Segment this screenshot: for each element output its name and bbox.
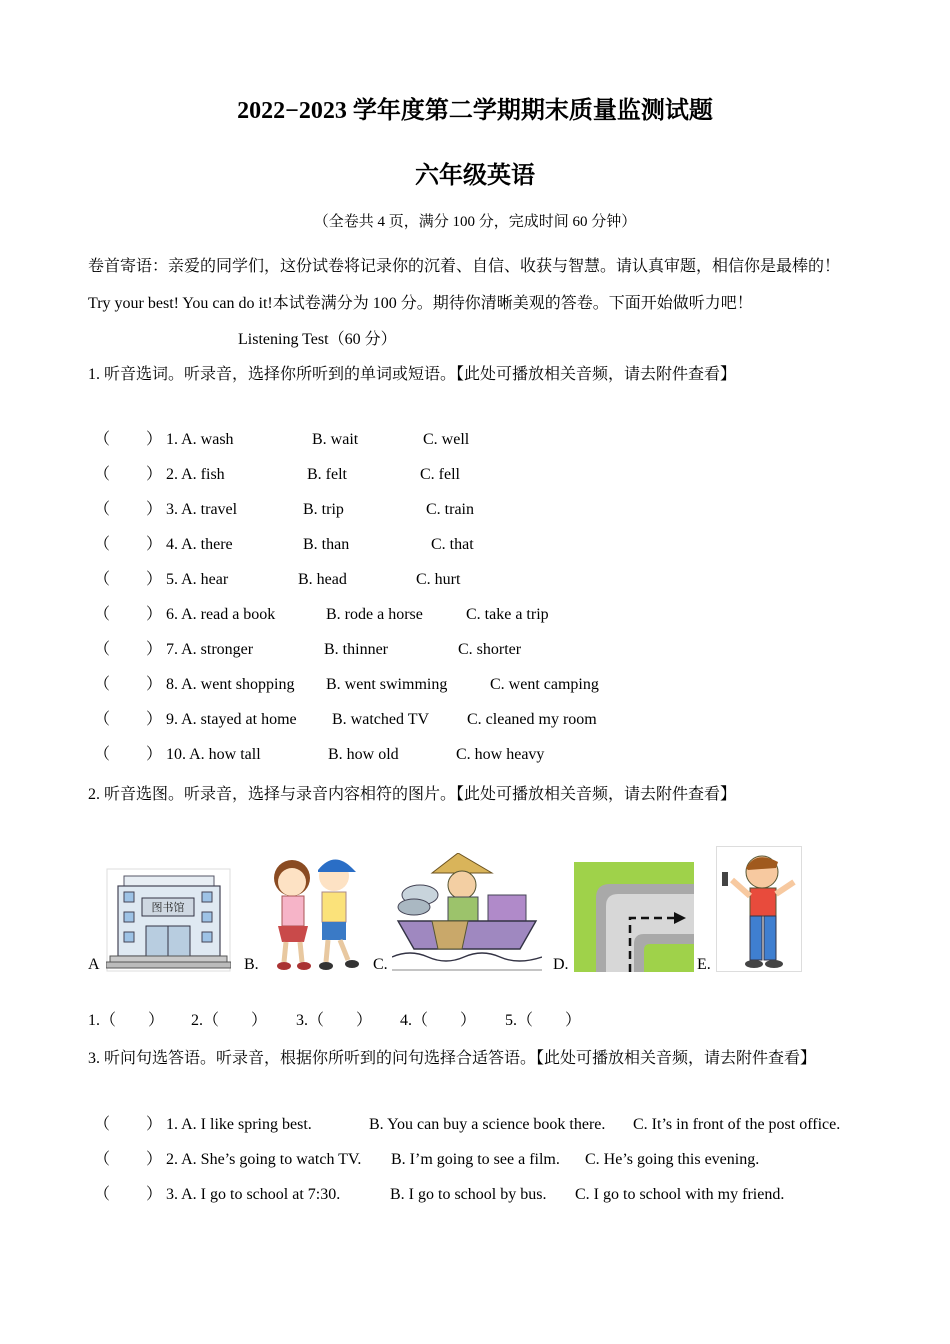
- section3-heading: 3. 听问句选答语。听录音，根据你所听到的问句选择合适答语。【此处可播放相关音频，请去附件查看】: [88, 1050, 817, 1067]
- picture-label-e: E.: [697, 956, 711, 973]
- picture-label-c: C.: [373, 956, 388, 973]
- picture-label-a: A: [88, 956, 100, 973]
- option-b: B. rode a horse: [326, 606, 423, 623]
- option-a: 3. A. travel: [166, 501, 238, 518]
- picture-answer-1[interactable]: 1.（ ）: [88, 1012, 165, 1029]
- option-b: B. how old: [328, 746, 399, 763]
- option-a: 2. A. She’s going to watch TV.: [166, 1151, 362, 1168]
- option-a: 7. A. stronger: [166, 641, 254, 658]
- option-b: B. I’m going to see a film.: [391, 1151, 560, 1168]
- option-b: B. trip: [303, 501, 344, 518]
- option-b: B. wait: [312, 431, 359, 448]
- intro-line-2: Try your best! You can do it!本试卷满分为 100 分。期待你清晰美观的答卷。下面开始做听力吧！: [88, 295, 753, 312]
- option-a: 6. A. read a book: [166, 606, 276, 623]
- option-a: 9. A. stayed at home: [166, 711, 297, 728]
- fisherman-boat-image: [392, 853, 542, 972]
- library-building-image: [106, 868, 231, 972]
- option-a: 10. A. how tall: [166, 746, 261, 763]
- road-map-image: [574, 862, 694, 972]
- intro-line-1: 卷首寄语：亲爱的同学们，这份试卷将记录你的沉着、自信、收获与智慧。请认真审题，相信你是最棒的！: [88, 258, 841, 275]
- boy-singing-image: [716, 846, 802, 972]
- option-a: 1. A. I like spring best.: [166, 1116, 312, 1133]
- option-c: C. take a trip: [466, 606, 549, 623]
- option-b: B. thinner: [324, 641, 388, 658]
- option-a: 3. A. I go to school at 7:30.: [166, 1186, 341, 1203]
- option-c: C. fell: [420, 466, 460, 483]
- option-a: 5. A. hear: [166, 571, 229, 588]
- option-b: B. watched TV: [332, 711, 430, 728]
- option-b: B. I go to school by bus.: [390, 1186, 547, 1203]
- option-c: C. cleaned my room: [467, 711, 597, 728]
- library-sign-text: 图书馆: [151, 901, 185, 914]
- option-a: 4. A. there: [166, 536, 233, 553]
- option-c: C. train: [426, 501, 474, 518]
- option-a: 2. A. fish: [166, 466, 225, 483]
- option-c: C. hurt: [416, 571, 461, 588]
- section2-heading: 2. 听音选图。听录音，选择与录音内容相符的图片。【此处可播放相关音频，请去附件查看】: [88, 786, 737, 803]
- picture-label-b: B.: [244, 956, 259, 973]
- option-c: C. shorter: [458, 641, 522, 658]
- option-b: B. head: [298, 571, 347, 588]
- option-b: B. You can buy a science book there.: [369, 1116, 606, 1133]
- option-c: C. that: [431, 536, 474, 553]
- option-a: 1. A. wash: [166, 431, 234, 448]
- subject-title: 六年级英语: [415, 163, 535, 189]
- picture-answer-2[interactable]: 2.（ ）: [191, 1012, 268, 1029]
- listening-heading: Listening Test（60 分）: [238, 331, 397, 348]
- option-a: 8. A. went shopping: [166, 676, 295, 693]
- picture-label-d: D.: [553, 956, 569, 973]
- option-b: B. than: [303, 536, 350, 553]
- option-c: C. He’s going this evening.: [585, 1151, 760, 1168]
- option-c: C. It’s in front of the post office.: [633, 1116, 841, 1133]
- option-c: C. well: [423, 431, 470, 448]
- option-b: B. went swimming: [326, 676, 448, 693]
- picture-answer-3[interactable]: 3.（ ）: [296, 1012, 373, 1029]
- option-c: C. how heavy: [456, 746, 545, 763]
- option-c: C. went camping: [490, 676, 599, 693]
- picture-answer-4[interactable]: 4.（ ）: [400, 1012, 477, 1029]
- exam-title: 2022−2023 学年度第二学期期末质量监测试题: [237, 98, 713, 124]
- picture-answer-5[interactable]: 5.（ ）: [505, 1012, 582, 1029]
- section1-heading: 1. 听音选词。听录音，选择你所听到的单词或短语。【此处可播放相关音频，请去附件查看】: [88, 366, 737, 383]
- children-walking-image: [262, 850, 370, 972]
- option-b: B. felt: [307, 466, 347, 483]
- option-c: C. I go to school with my friend.: [575, 1186, 785, 1203]
- exam-note: （全卷共 4 页，满分 100 分，完成时间 60 分钟）: [313, 214, 637, 230]
